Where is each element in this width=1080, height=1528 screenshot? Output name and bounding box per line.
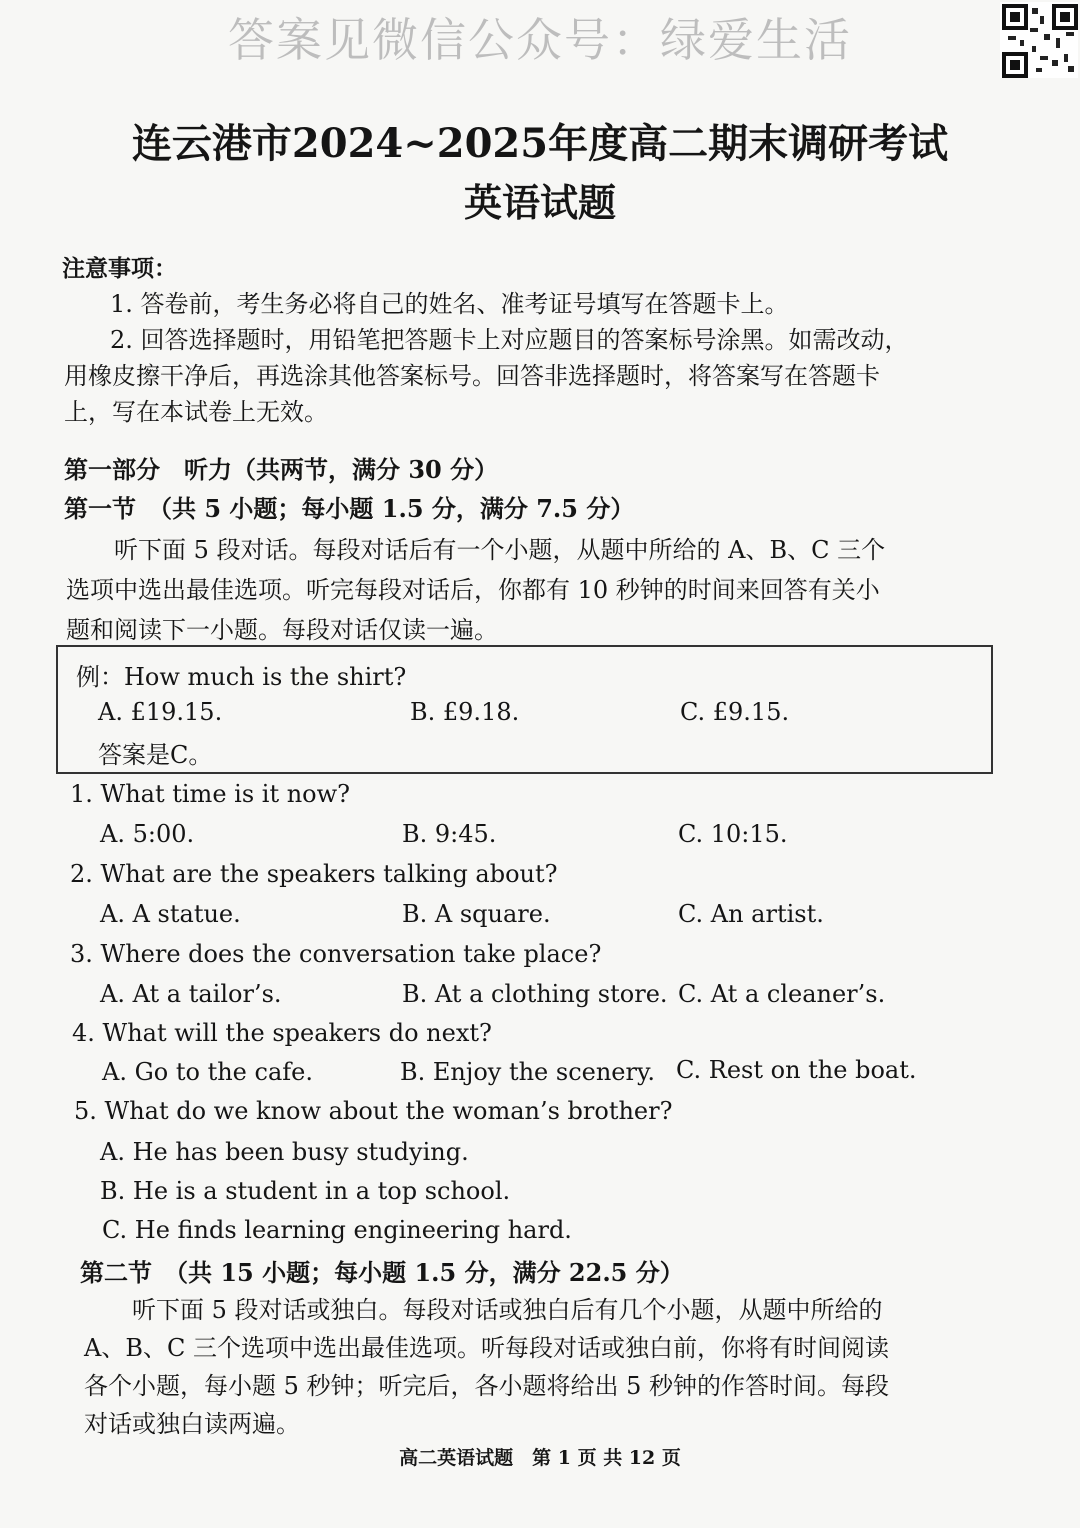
- section1-heading: 第一节 （共 5 小题；每小题 1.5 分，满分 7.5 分）: [64, 494, 635, 523]
- example-option-a: A. £19.15.: [98, 698, 223, 726]
- notice-item-2-line-3: 上，写在本试卷上无效。: [64, 398, 328, 426]
- question-1-option-a: A. 5:00.: [100, 820, 195, 848]
- question-2: 2. What are the speakers talking about?: [70, 860, 558, 888]
- question-2-option-c: C. An artist.: [678, 900, 824, 928]
- example-option-c: C. £9.15.: [680, 698, 790, 726]
- question-4-option-c: C. Rest on the boat.: [676, 1056, 917, 1084]
- part1-heading: 第一部分 听力（共两节，满分 30 分）: [64, 455, 499, 484]
- section2-instruction-1: 听下面 5 段对话或独白。每段对话或独白后有几个小题，从题中所给的: [132, 1296, 883, 1324]
- question-5: 5. What do we know about the woman’s brother?: [74, 1097, 673, 1125]
- question-4-option-a: A. Go to the cafe.: [102, 1058, 313, 1086]
- question-1-option-b: B. 9:45.: [402, 820, 497, 848]
- example-answer: 答案是C。: [98, 741, 213, 769]
- section1-instruction-2: 选项中选出最佳选项。听完每段对话后，你都有 10 秒钟的时间来回答有关小: [66, 576, 880, 604]
- exam-subtitle: 英语试题: [463, 180, 616, 225]
- notice-heading: 注意事项：: [62, 255, 177, 282]
- question-2-option-b: B. A square.: [402, 900, 551, 928]
- question-3: 3. Where does the conversation take place?: [70, 940, 602, 968]
- notice-item-2-line-1: 2. 回答选择题时，用铅笔把答题卡上对应题目的答案标号涂黑。如需改动，: [110, 326, 909, 354]
- section2-instruction-2: A、B、C 三个选项中选出最佳选项。听每段对话或独白前，你将有时间阅读: [84, 1334, 889, 1362]
- question-5-option-b: B. He is a student in a top school.: [100, 1177, 511, 1205]
- question-1: 1. What time is it now?: [70, 780, 351, 808]
- section1-instruction-1: 听下面 5 段对话。每段对话后有一个小题，从题中所给的 A、B、C 三个: [114, 536, 886, 564]
- question-1-option-c: C. 10:15.: [678, 820, 788, 848]
- section1-instruction-3: 题和阅读下一小题。每段对话仅读一遍。: [66, 616, 498, 644]
- notice-item-2-line-2: 用橡皮擦干净后，再选涂其他答案标号。回答非选择题时，将答案写在答题卡: [64, 362, 880, 390]
- section2-heading: 第二节 （共 15 小题；每小题 1.5 分，满分 22.5 分）: [80, 1258, 684, 1287]
- question-3-option-a: A. At a tailor’s.: [100, 980, 282, 1008]
- example-option-b: B. £9.18.: [410, 698, 520, 726]
- question-3-option-c: C. At a cleaner’s.: [678, 980, 886, 1008]
- section2-instruction-3: 各个小题，每小题 5 秒钟；听完后，各小题将给出 5 秒钟的作答时间。每段: [84, 1372, 890, 1400]
- exam-title: 连云港市2024~2025年度高二期末调研考试: [131, 120, 949, 167]
- question-3-option-b: B. At a clothing store.: [402, 980, 668, 1008]
- page-footer: 高二英语试题 第 1 页 共 12 页: [399, 1447, 681, 1469]
- question-5-option-c: C. He finds learning engineering hard.: [102, 1216, 572, 1244]
- watermark-text: 答案见微信公众号：绿爱生活: [228, 13, 852, 67]
- notice-item-1: 1. 答卷前，考生务必将自己的姓名、准考证号填写在答题卡上。: [110, 290, 789, 318]
- question-5-option-a: A. He has been busy studying.: [100, 1138, 469, 1166]
- example-question: 例：How much is the shirt?: [76, 663, 407, 691]
- question-4: 4. What will the speakers do next?: [72, 1019, 492, 1047]
- section2-instruction-4: 对话或独白读两遍。: [84, 1410, 300, 1438]
- qr-code-icon: [1000, 2, 1078, 78]
- question-4-option-b: B. Enjoy the scenery.: [400, 1058, 655, 1086]
- question-2-option-a: A. A statue.: [100, 900, 241, 928]
